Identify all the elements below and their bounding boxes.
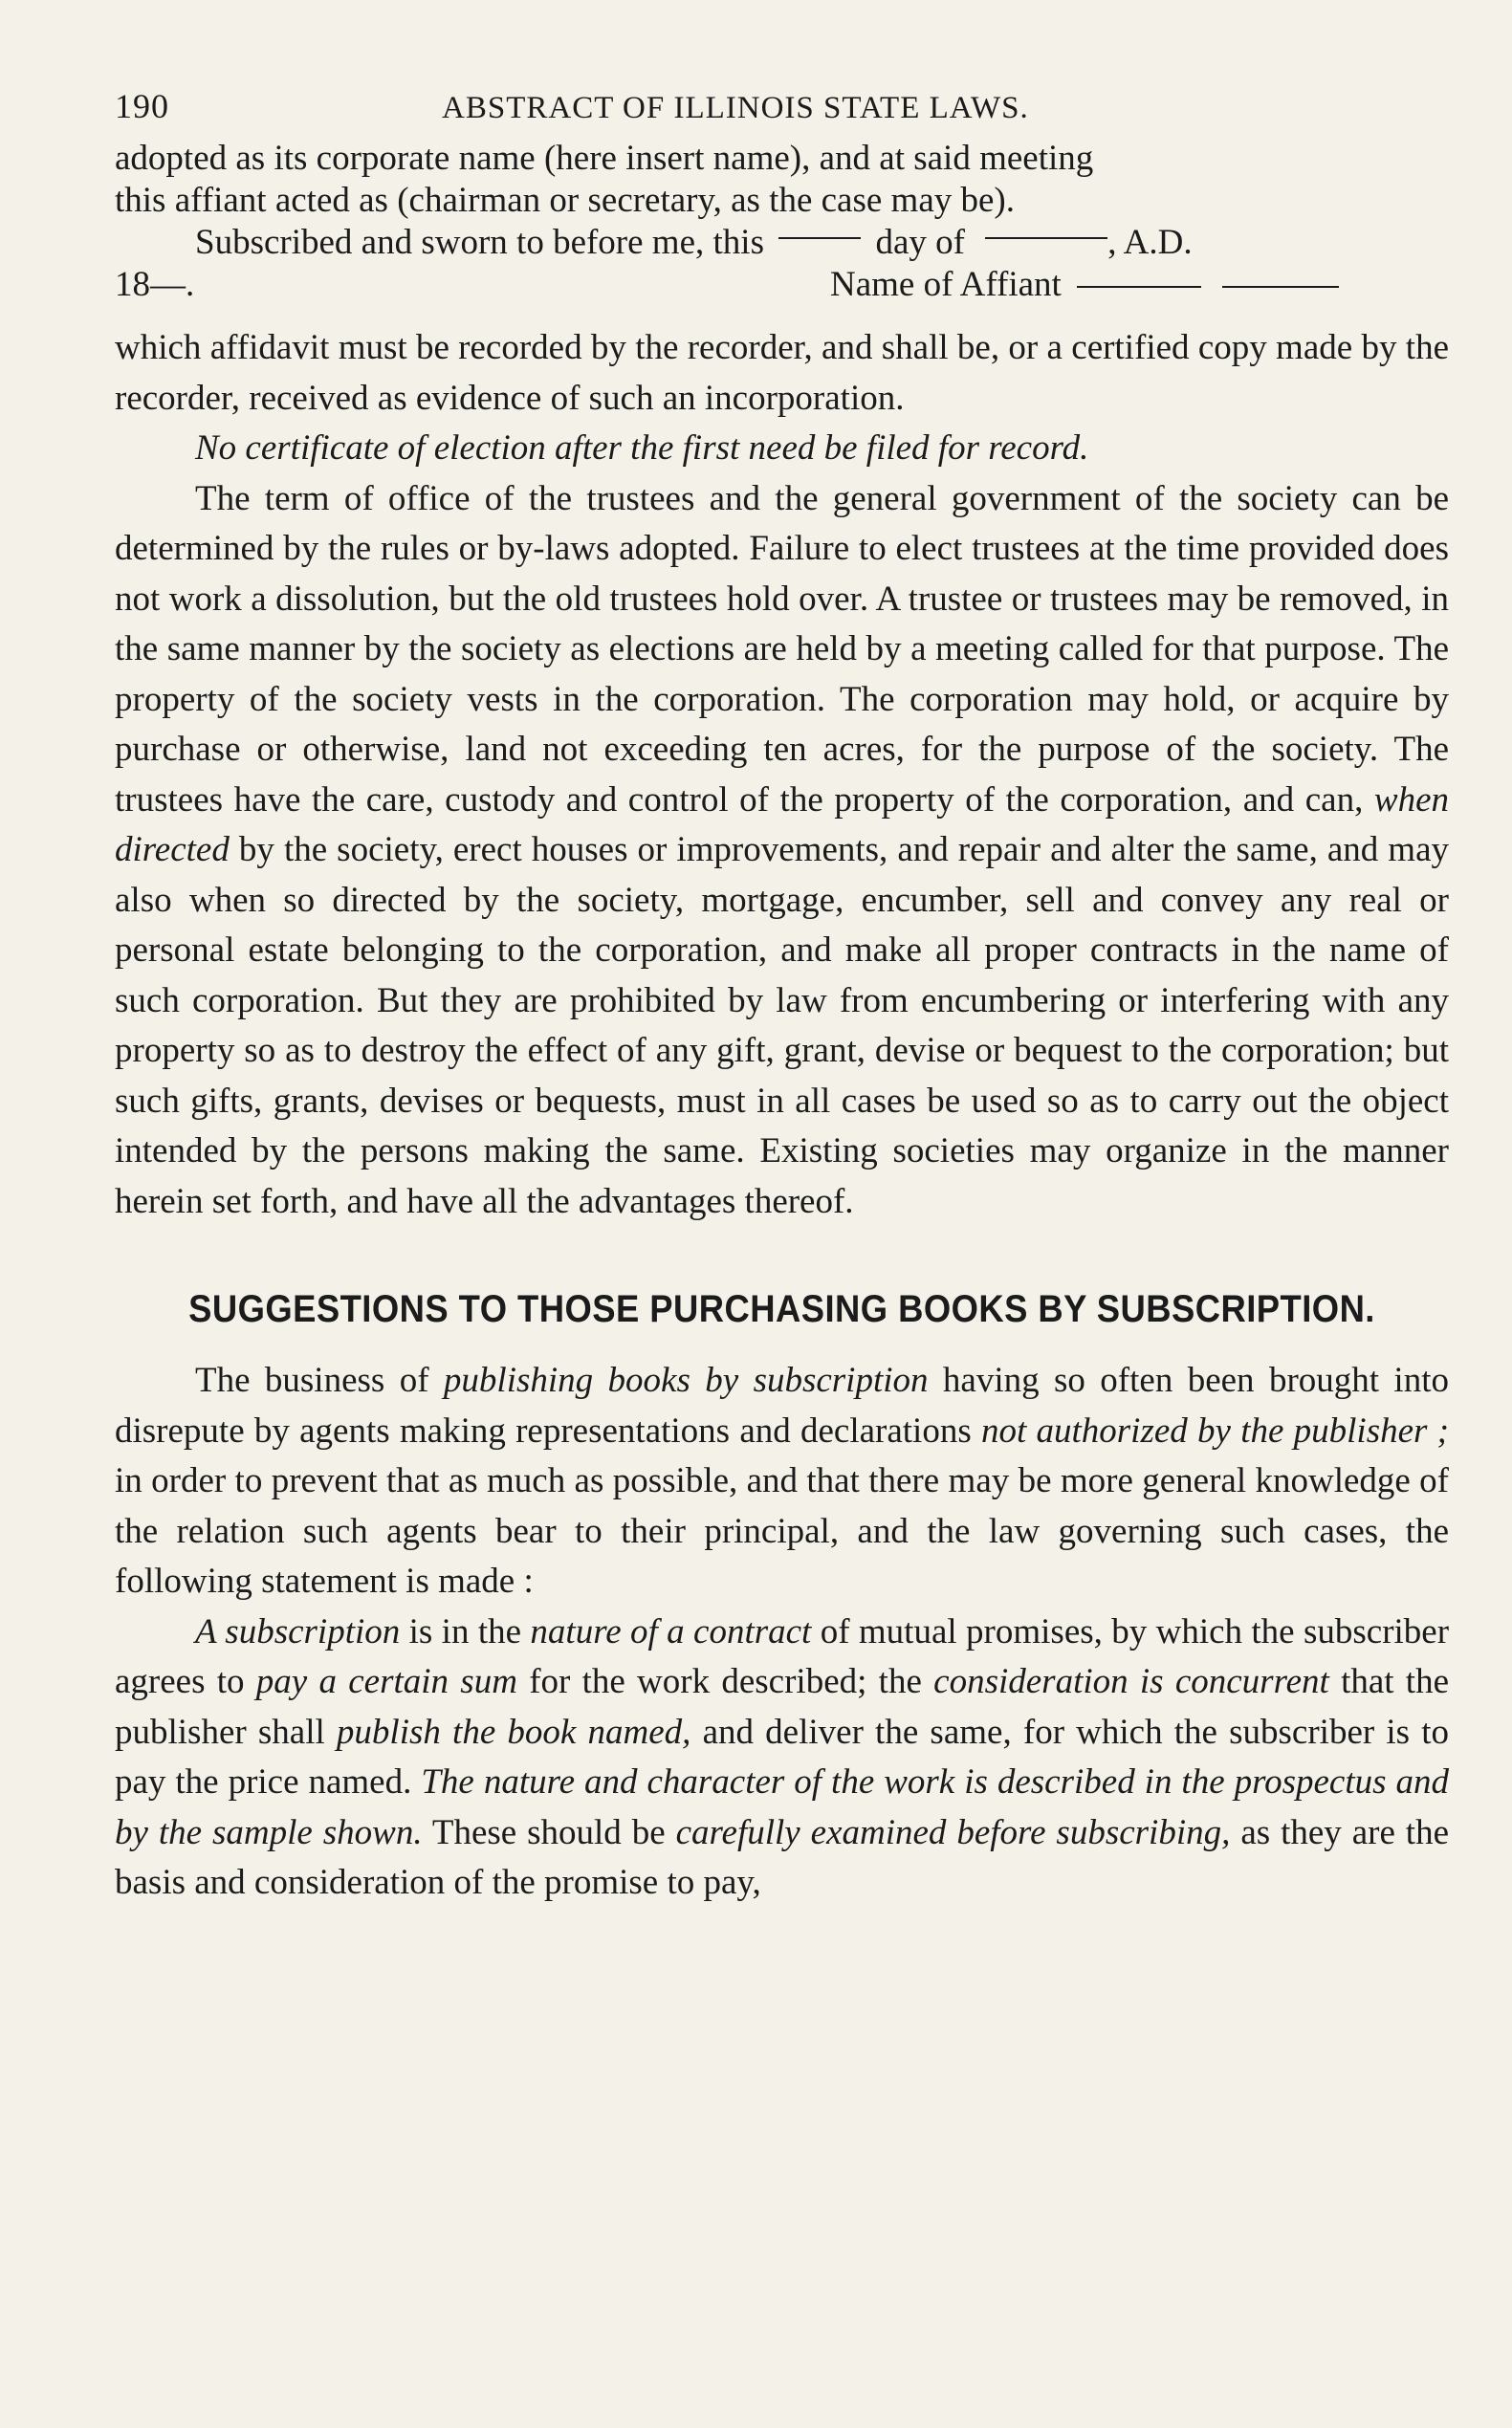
certificate-note — [115, 424, 1449, 474]
blank-affiant-2 — [1222, 286, 1339, 288]
affidavit-form — [115, 138, 1449, 306]
page-number: 190 — [115, 87, 169, 125]
blank-day — [778, 237, 861, 239]
year-field: 18—. — [115, 265, 195, 304]
trustees-italic: when directed — [115, 779, 1449, 869]
affiant-name-label: Name of Affiant — [830, 265, 1062, 304]
blank-month — [985, 237, 1107, 239]
s2-italic-3: pay a certain sum — [255, 1662, 517, 1701]
subscription-section — [115, 1356, 1449, 1909]
s2-text-a: is in the — [408, 1611, 522, 1651]
s2-italic-1: A subscription — [195, 1611, 401, 1651]
trustees-paragraph — [115, 474, 1449, 1228]
subscription-paragraph-2 — [115, 1608, 1449, 1909]
s2-text-b: of mutual promises, by which the subscriber agrees to — [115, 1611, 1450, 1701]
s2-text-c: for the work described; the — [529, 1662, 922, 1701]
s2-text-f: These should be — [431, 1812, 666, 1852]
s2-text-g: as they are the basis and consideration of the promise to pay, — [115, 1812, 1449, 1902]
s2-text-d: that the publisher shall — [115, 1662, 1450, 1752]
s2-italic-5: publish the book named, — [336, 1712, 691, 1752]
s2-italic-7: carefully examined before subscribing, — [675, 1812, 1231, 1852]
s2-italic-6: The nature and character of the work is described in the prospectus and by the sample shown. — [115, 1762, 1450, 1852]
certificate-note-text: No certificate of election after the first need be filed for record. — [195, 428, 1089, 468]
recording-paragraph: which affidavit must be recorded by the recorder, and shall be, or a certified copy made by the recorder, received as evidence of such an incorporation. — [115, 328, 1449, 418]
subscribed-mid: day of — [875, 223, 965, 262]
subscription-paragraph-1 — [115, 1356, 1449, 1608]
trustees-text-a: The term of office of the trustees and the general government of the society can be determined by the rules or by-laws adopted. Failure to elect trustees at the time provided does not work a dissolution, but the old trustees hold over. A trustee or trustees may be removed, in the same manner by the society as elections are held by a meeting called for that purpose. The property of the society vests in the corporation. The corporation may hold, or acquire by purchase or otherwise, land not exceeding ten acres, for the purpose of the society. The trustees have the care, custody and control of the property of the corporation, and can, — [115, 478, 1449, 820]
blank-affiant-1 — [1077, 286, 1201, 288]
subscribed-line — [115, 222, 1449, 264]
s2-italic-4: consideration is concurrent — [933, 1662, 1329, 1701]
s2-italic-2: nature of a contract — [530, 1611, 812, 1651]
subscribed-prefix: Subscribed and sworn to before me, this — [195, 223, 764, 262]
affidavit-line-1: adopted as its corporate name (here insert name), and at said meeting — [115, 139, 1094, 178]
s1-text-b: having so often been brought into disrepute by agents making representations and declarations — [115, 1361, 1449, 1451]
page-header — [115, 86, 1449, 132]
affidavit-line-2: this affiant acted as (chairman or secretary, as the case may be). — [115, 181, 1015, 220]
running-head: ABSTRACT OF ILLINOIS STATE LAWS. — [442, 91, 1029, 125]
s1-italic-2: not authorized by the publisher ; — [980, 1411, 1449, 1451]
s1-text-a: The business of — [195, 1361, 429, 1400]
section-heading: SUGGESTIONS TO THOSE PURCHASING BOOKS BY SUBSCRIPTION. — [188, 1288, 1375, 1330]
affiant-row — [115, 264, 1449, 306]
trustees-text-b: by the society, erect houses or improvements, and repair and alter the same, and may also when so directed by the society, mortgage, encumber, sell and convey any real or personal estate belonging to the corporation, and make all proper contracts in the name of such corporation. But they are prohibited by law from encumbering or interfering with any property so as to destroy the effect of any gift, grant, devise or bequest to the corporation; but such gifts, grants, devises or bequests, must in all cases be used so as to carry out the object intended by the persons making the same. Existing societies may organize in the manner herein set forth, and have all the advantages thereof. — [115, 830, 1450, 1221]
subscribed-end: , A.D. — [1107, 223, 1193, 262]
s1-text-c: in order to prevent that as much as possible, and that there may be more general knowledge of the relation such agents bear to their principal, and the law governing such cases, the following statement is made : — [115, 1461, 1449, 1601]
s1-italic-1: publishing books by subscription — [443, 1361, 929, 1400]
s2-text-e: and deliver the same, for which the subscriber is to pay the price named. — [115, 1712, 1449, 1802]
book-page — [115, 86, 1449, 1909]
